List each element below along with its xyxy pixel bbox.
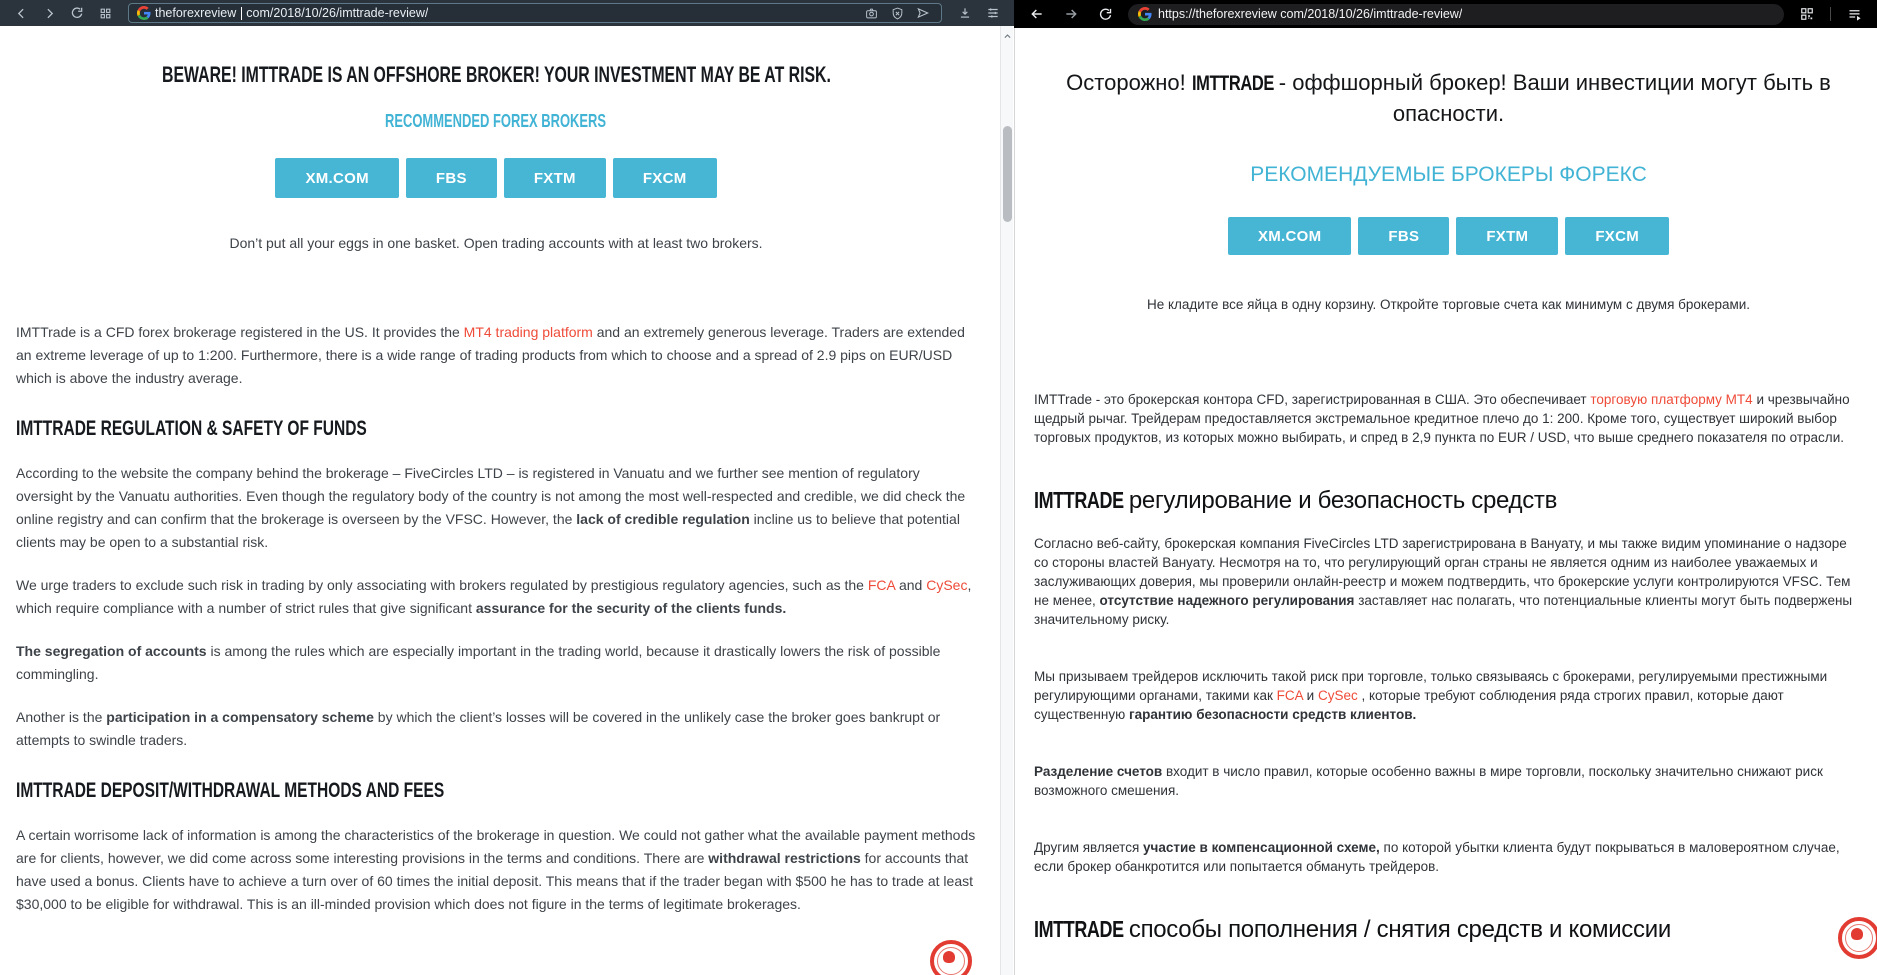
broker-button-xm[interactable]: XM.COM <box>275 158 398 198</box>
inline-link[interactable]: CySec <box>926 577 968 593</box>
back-icon[interactable] <box>10 2 32 24</box>
recommended-brokers-title: RECOMMENDED FOREX BROKERS <box>385 111 607 131</box>
text-segment: , которые требуют соблюдения ряда строгих правил, которые дают существенную <box>1034 688 1784 722</box>
text-segment: , which require compliance with a number of strict rules that give significant <box>16 577 972 616</box>
back-icon[interactable] <box>1026 3 1048 25</box>
google-favicon <box>136 6 151 21</box>
text-segment: Another is the <box>16 709 107 725</box>
url-host: theforexreview <box>155 6 237 20</box>
scroll-up-icon[interactable] <box>1003 32 1012 41</box>
red-stamp-logo <box>1838 917 1877 959</box>
scrollbar-thumb[interactable] <box>1003 126 1012 222</box>
eggs-note: Не кладите все яйца в одну корзину. Откройте торговые счета как минимум с двумя брокерами. <box>1146 297 1751 312</box>
text-segment: A certain worrisome lack of information is among the characteristics of the brokerage in question. We could not gather what the available payment methods are for clients, however, we did come across some interesting provisions in the terms and conditions. There are <box>16 827 976 866</box>
forward-icon[interactable] <box>38 2 60 24</box>
intro-paragraph <box>16 321 976 390</box>
text-segment: incline us to believe that potential clients may be open to a substantial risk. <box>16 511 960 550</box>
text-segment: Разделение счетов <box>1034 764 1163 779</box>
right-page-content <box>1014 28 1877 975</box>
broker-buttons <box>1034 217 1863 255</box>
deposit-heading: IMTTRADE DEPOSIT/WITHDRAWAL METHODS AND FEES <box>16 779 445 802</box>
text-segment: и <box>1302 688 1318 703</box>
text-segment: IMTTrade is a CFD forex brokerage registered in the US. It provides the <box>16 324 464 340</box>
broker-button-fbs[interactable]: FBS <box>406 158 497 198</box>
left-scrollbar[interactable] <box>1000 26 1013 975</box>
deposit-paragraph-1 <box>16 824 976 916</box>
text-segment: IMTTRADE <box>1034 916 1124 942</box>
text-segment: заставляет нас полагать, что потенциальные клиенты могут быть подвержены значительному риску. <box>1034 593 1853 627</box>
broker-button-fxtm[interactable]: FXTM <box>1456 217 1558 255</box>
url-text[interactable]: https://theforexreview com/2018/10/26/imttrade-review/ <box>1158 7 1463 21</box>
left-page-content <box>0 26 1000 975</box>
url-path: com/2018/10/26/imttrade-review/ <box>246 6 429 20</box>
text-segment: участие в компенсационной схеме, <box>1143 840 1380 855</box>
broker-button-fxtm[interactable]: FXTM <box>504 158 606 198</box>
regulation-paragraph-2 <box>16 574 976 620</box>
recommended-brokers-title: РЕКОМЕНДУЕМЫЕ БРОКЕРЫ ФОРЕКС <box>1250 163 1647 186</box>
intro-paragraph <box>1034 390 1863 447</box>
right-browser-window <box>1014 0 1877 975</box>
inline-link[interactable]: FCA <box>1276 688 1303 703</box>
text-segment: IMTTrade - это брокерская контора CFD, зарегистрированная в США. Это обеспечивает <box>1034 392 1591 407</box>
text-segment: IMTTRADE <box>1034 487 1124 513</box>
text-segment: регулирование и безопасность средств <box>1122 487 1558 514</box>
text-segment: и чрезвычайно щедрый рычаг. Трейдерам предоставляется экстремальное кредитное плечо до 1: 200. Кроме того, существует широкий выбор торговых продуктов, из которых можно выбирать, и спред в 2,9 пункта по EUR / USD, что выше среднего показателя по отрасли. <box>1034 392 1850 445</box>
google-favicon <box>1137 7 1152 22</box>
text-segment: and <box>895 577 927 593</box>
red-stamp-logo <box>930 940 972 975</box>
text-segment: lack of credible regulation <box>576 511 750 527</box>
text-segment: способы пополнения / снятия средств и комиссии <box>1122 916 1671 943</box>
regulation-paragraph-1 <box>16 462 976 554</box>
text-segment: for accounts that have used a bonus. Clients have to achieve a turn over of 60 times the initial deposit. This means that if the trader began with $500 he has to trade at least $30,000 to be eligible for withdrawal. This is an ill-minded provision which does not figure in the terms of legitimate brokerages. <box>16 850 973 912</box>
page-title <box>1034 68 1863 129</box>
text-segment: According to the website the company behind the brokerage – FiveCircles LTD – is registered in Vanuatu and we further see mention of regulatory oversight by the Vanuatu authorities. Even though the regulatory body of the country is not among the most well-respected and credible, we did check the online registry and can confirm that the brokerage is overseen by the VFSC. However, the <box>16 465 966 527</box>
eggs-note: Don’t put all your eggs in one basket. Open trading accounts with at least two brokers. <box>229 235 763 251</box>
inline-link[interactable]: FCA <box>867 577 896 593</box>
broker-button-fxcm[interactable]: FXCM <box>1565 217 1669 255</box>
right-address-bar[interactable] <box>1128 4 1784 25</box>
text-segment: The segregation of accounts <box>16 643 207 659</box>
text-cursor <box>241 7 242 20</box>
reload-icon[interactable] <box>66 2 88 24</box>
text-segment: по которой убытки клиента будут покрываться в маловероятном случае, если брокер обанкротится или попытается обмануть трейдеров. <box>1034 840 1840 874</box>
qr-code-icon[interactable] <box>1796 3 1818 25</box>
camera-icon[interactable] <box>860 2 882 24</box>
text-segment: withdrawal restrictions <box>708 850 861 866</box>
toolbar-divider <box>1830 7 1831 21</box>
regulation-paragraph-4 <box>1034 838 1863 876</box>
broker-button-xm[interactable]: XM.COM <box>1228 217 1351 255</box>
download-icon[interactable] <box>954 2 976 24</box>
text-segment: Мы призываем трейдеров исключить такой риск при торговле, только связываясь с брокерами, регулируемыми престижными регулирующими органами, такими как <box>1034 669 1828 703</box>
text-segment: Осторожно! <box>1066 70 1192 95</box>
right-toolbar <box>1014 0 1877 28</box>
text-segment: входит в число правил, которые особенно важны в мире торговли, поскольку значительно снижают риск возможного смешения. <box>1034 764 1823 798</box>
text-segment: assurance for the security of the clients funds. <box>475 600 787 616</box>
page-title: BEWARE! IMTTRADE IS AN OFFSHORE BROKER! YOUR INVESTMENT MAY BE AT RISK. <box>161 62 831 87</box>
regulation-paragraph-1 <box>1034 534 1863 629</box>
menu-icon[interactable] <box>982 2 1004 24</box>
reading-list-icon[interactable] <box>1843 3 1865 25</box>
text-segment: is among the rules which are especially important in the trading world, because it drastically lowers the risk of possible commingling. <box>16 643 941 682</box>
text-segment: participation in a compensatory scheme <box>106 709 374 725</box>
apps-grid-icon[interactable] <box>94 2 116 24</box>
inline-link[interactable]: CySec <box>1317 688 1358 703</box>
text-segment: Другим является <box>1034 840 1144 855</box>
text-segment: We urge traders to exclude such risk in trading by only associating with brokers regulated by prestigious regulatory agencies, such as the <box>16 577 868 593</box>
text-segment: - оффшорный брокер! Ваши инвестиции могут быть в опасности. <box>1272 70 1831 126</box>
reload-icon[interactable] <box>1094 3 1116 25</box>
regulation-paragraph-2 <box>1034 667 1863 724</box>
inline-link[interactable]: MT4 trading platform <box>463 324 593 340</box>
regulation-paragraph-4 <box>16 706 976 752</box>
inline-link[interactable]: торговую платформу MT4 <box>1590 392 1753 407</box>
broker-button-fxcm[interactable]: FXCM <box>613 158 717 198</box>
left-address-bar[interactable] <box>128 3 942 23</box>
text-segment: by which the client’s losses will be covered in the unlikely case the broker goes bankrupt or attempts to swindle traders. <box>16 709 941 748</box>
regulation-paragraph-3 <box>16 640 976 686</box>
broker-button-fbs[interactable]: FBS <box>1358 217 1449 255</box>
shield-close-icon[interactable] <box>886 2 908 24</box>
regulation-heading <box>1034 485 1863 516</box>
left-toolbar <box>0 0 1014 26</box>
deposit-heading <box>1034 914 1863 945</box>
text-segment: отсутствие надежного регулирования <box>1099 593 1355 608</box>
text-segment: гарантию безопасности средств клиентов. <box>1128 707 1417 722</box>
broker-buttons <box>16 158 976 198</box>
text-segment: Согласно веб-сайту, брокерская компания FiveCircles LTD зарегистрирована в Вануату, и мы также видим упоминание о надзоре со стороны властей Вануату. Несмотря на то, что регулирующий орган страны не является одним из наиболее уважаемых и заслуживающих доверия, мы проверили онлайн-реестр и можем подтвердить, что брокерские услуги контролируются VFSC. Тем не менее, <box>1034 536 1851 608</box>
text-segment: and an extremely generous leverage. Traders are extended an extreme leverage of up to 1:200. Furthermore, there is a wide range of trading products from which to choose and a spread of 2.9 pips on EUR/USD which is above the industry average. <box>16 324 965 386</box>
regulation-paragraph-3 <box>1034 762 1863 800</box>
text-segment: IMTTRADE <box>1191 72 1274 95</box>
forward-icon[interactable] <box>1060 3 1082 25</box>
regulation-heading: IMTTRADE REGULATION & SAFETY OF FUNDS <box>16 417 367 440</box>
url-text[interactable] <box>155 6 428 20</box>
send-icon[interactable] <box>912 2 934 24</box>
